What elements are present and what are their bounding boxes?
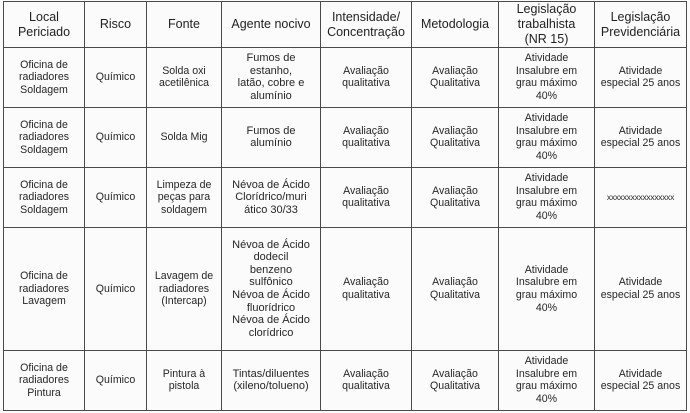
cell-trabalhista: Atividade Insalubre em grau máximo 40% [499,350,595,410]
cell-previdenciaria: Atividade especial 25 anos [595,107,687,167]
cell-intensidade: Avaliação qualitativa [321,350,412,410]
cell-metodologia: Avaliação Qualitativa [412,107,499,167]
cell-fonte: Pintura à pistola [147,350,222,410]
cell-fonte: Solda Mig [147,107,222,167]
table-row [4,350,687,410]
table-row [4,227,687,350]
cell-previdenciaria: xxxxxxxxxxxxxxxxx [595,167,687,227]
cell-previdenciaria: Atividade especial 25 anos [595,227,687,350]
cell-metodologia: Avaliação Qualitativa [412,167,499,227]
cell-trabalhista: Atividade Insalubre em grau máximo 40% [499,107,595,167]
table-row [4,167,687,227]
cell-risco: Químico [85,227,147,350]
cell-agente: Névoa de Ácido dodecil benzeno sulfônico Névoa de Ácido fluorídrico Névoa de Ácido clorídrico [222,227,321,350]
cell-trabalhista: Atividade Insalubre em grau máximo 40% [499,48,595,108]
header-fonte: Fonte [147,2,222,48]
cell-local: Oficina de radiadores Soldagem [4,167,85,227]
cell-risco: Químico [85,48,147,108]
cell-intensidade: Avaliação qualitativa [321,227,412,350]
cell-trabalhista: Atividade Insalubre em grau máximo 40% [499,227,595,350]
header-metodologia: Metodologia [412,2,499,48]
header-agente-nocivo: Agente nocivo [222,2,321,48]
cell-intensidade: Avaliação qualitativa [321,48,412,108]
cell-metodologia: Avaliação Qualitativa [412,350,499,410]
cell-agente: Fumos de alumínio [222,107,321,167]
cell-risco: Químico [85,350,147,410]
table-row [4,48,687,108]
cell-local: Oficina de radiadores Lavagem [4,227,85,350]
header-legislacao-previdenciaria: Legislação Previdenciária [595,2,687,48]
cell-local: Oficina de radiadores Soldagem [4,48,85,108]
table-row [4,107,687,167]
cell-risco: Químico [85,107,147,167]
header-risco: Risco [85,2,147,48]
cell-intensidade: Avaliação qualitativa [321,107,412,167]
cell-metodologia: Avaliação Qualitativa [412,227,499,350]
cell-fonte: Solda oxi acetilênica [147,48,222,108]
cell-agente: Fumos de estanho, latão, cobre e alumínio [222,48,321,108]
cell-previdenciaria: Atividade especial 25 anos [595,350,687,410]
cell-agente: Névoa de Ácido Clorídrico/muri ático 30/33 [222,167,321,227]
cell-fonte: Lavagem de radiadores (Intercap) [147,227,222,350]
cell-local: Oficina de radiadores Pintura [4,350,85,410]
cell-previdenciaria: Atividade especial 25 anos [595,48,687,108]
risk-table [3,1,687,411]
cell-fonte: Limpeza de peças para soldagem [147,167,222,227]
cell-intensidade: Avaliação qualitativa [321,167,412,227]
cell-agente: Tintas/diluentes (xileno/tolueno) [222,350,321,410]
cell-risco: Químico [85,167,147,227]
header-intensidade: Intensidade/ Concentração [321,2,412,48]
cell-trabalhista: Atividade Insalubre em grau máximo 40% [499,167,595,227]
cell-local: Oficina de radiadores Soldagem [4,107,85,167]
header-legislacao-trabalhista: Legislação trabalhista (NR 15) [499,2,595,48]
header-local-periciado: Local Periciado [4,2,85,48]
cell-metodologia: Avaliação Qualitativa [412,48,499,108]
table-header-row [4,2,687,48]
